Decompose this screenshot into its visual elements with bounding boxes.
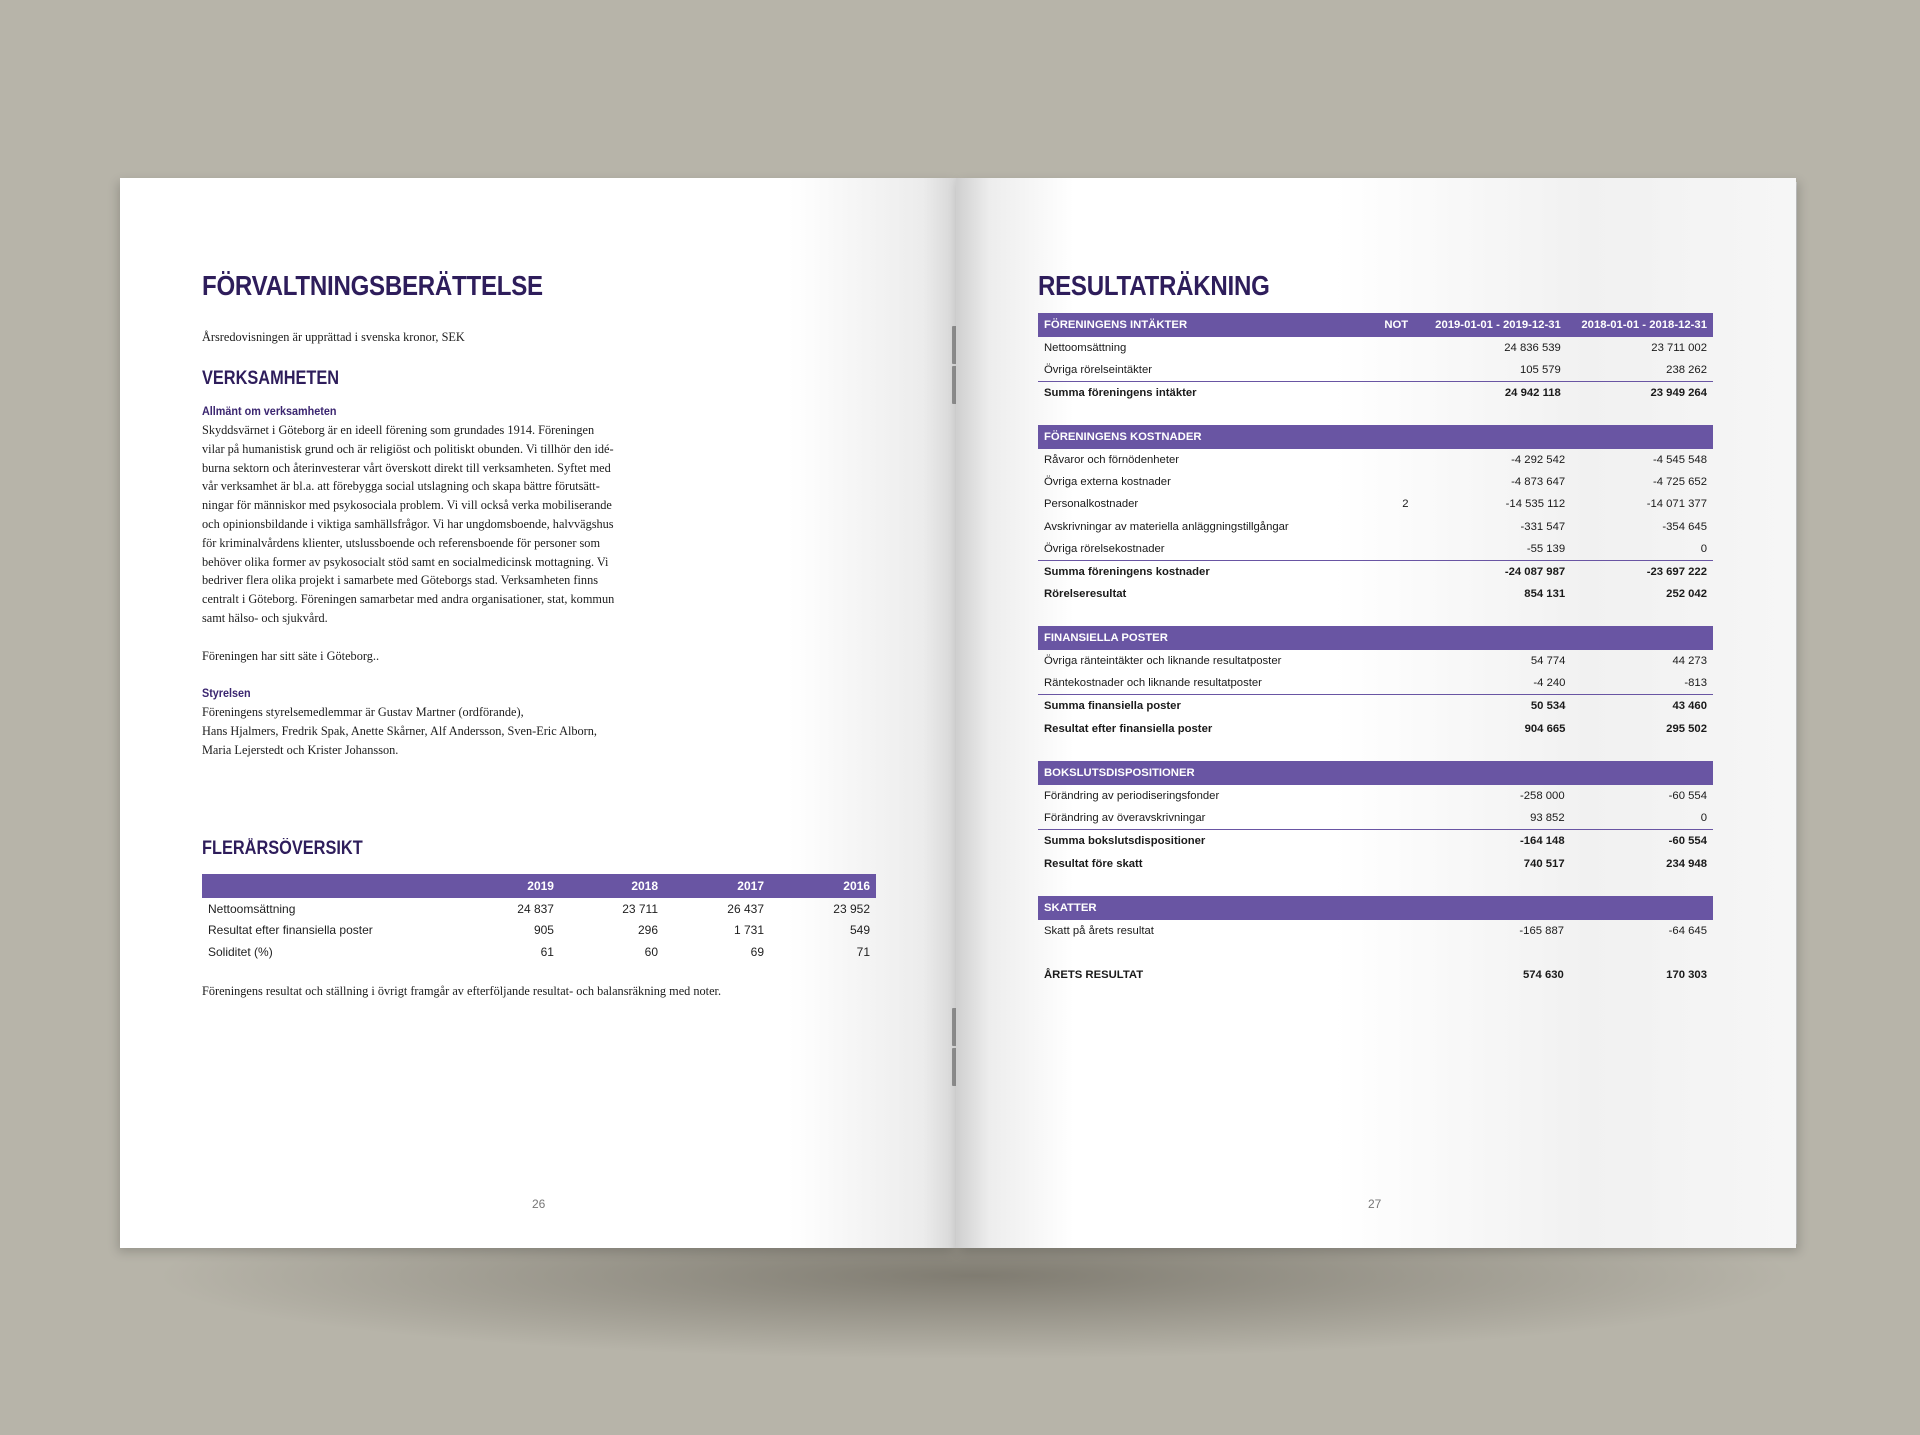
multiyear-corner [202, 874, 454, 898]
row-label: Övriga externa kostnader [1044, 476, 1171, 489]
page-number: 27 [1368, 1197, 1382, 1211]
section-header-label: FÖRENINGENS INTÄKTER [1044, 319, 1188, 331]
table-row [1038, 493, 1713, 515]
section-header-label: FINANSIELLA POSTER [1044, 632, 1168, 644]
row-label: Summa bokslutsdispositioner [1038, 830, 1380, 853]
result-row [1038, 718, 1713, 740]
value-2019: 24 942 118 [1421, 382, 1567, 405]
value-2018: -4 545 548 [1652, 454, 1707, 467]
section-header [1038, 626, 1713, 650]
year-header: 2019 [454, 874, 560, 898]
year-header: 2018 [560, 874, 664, 898]
value-2019: 740 517 [1523, 857, 1565, 870]
annual-result-row [1038, 964, 1713, 986]
cell-value: 71 [856, 944, 870, 959]
table-row [1038, 449, 1713, 471]
board-heading: Styrelsen [202, 686, 251, 700]
value-2018: -23 697 222 [1571, 560, 1713, 583]
not-cell [1382, 626, 1430, 650]
row-label: Övriga rörelsekostnader [1044, 542, 1165, 555]
value-2018: -813 [1684, 677, 1707, 690]
value-2019 [1427, 896, 1570, 920]
row-label: Resultat efter finansiella poster [1044, 722, 1213, 735]
value-2019 [1430, 626, 1572, 650]
cell-value: 60 [644, 944, 659, 959]
paragraph-line: Hans Hjalmers, Fredrik Spak, Anette Skårner, Alf Andersson, Sven-Eric Alborn, [202, 723, 597, 738]
value-2018 [1571, 425, 1713, 449]
income-table [1038, 313, 1713, 405]
row-label: Resultat efter finansiella poster [208, 923, 373, 938]
table-row [1038, 672, 1713, 695]
general-heading: Allmänt om verksamheten [202, 404, 337, 418]
section-header-label: FÖRENINGENS KOSTNADER [1044, 431, 1202, 443]
row-label: Övriga ränteintäkter och liknande resultatposter [1044, 655, 1282, 668]
paragraph-line: centralt i Göteborg. Föreningen samarbetar med andra organisationer, stat, kommun [202, 592, 615, 607]
value-2019: -55 139 [1526, 542, 1566, 555]
not-cell [1382, 695, 1430, 718]
table-row [1038, 359, 1713, 382]
cell-value: 26 437 [727, 901, 764, 916]
section-title: VERKSAMHETEN [202, 368, 340, 389]
not-header: NOT [1384, 319, 1409, 331]
paragraph-line: behöver olika former av psykosocialt stöd samt en socialmedicinsk mottagning. Vi [202, 554, 609, 569]
value-2018: -354 645 [1662, 520, 1707, 533]
value-2018 [1571, 626, 1713, 650]
page-number: 26 [532, 1197, 546, 1211]
row-label: Förändring av överavskrivningar [1044, 812, 1206, 825]
appropriations-rows [1038, 785, 1713, 830]
value-2018 [1570, 896, 1713, 920]
value-2018: 252 042 [1666, 588, 1707, 601]
cell-value: 1 731 [733, 923, 764, 938]
value-2019: 93 852 [1530, 812, 1565, 825]
row-label: Rörelseresultat [1044, 588, 1127, 601]
not-cell [1382, 471, 1430, 493]
financial-table [1038, 626, 1713, 740]
paragraph-line: och opinionsbildande i viktiga samhällsfrågor. Vi har ungdomsboende, halvvägshus [202, 516, 614, 531]
cell-value: 69 [750, 944, 764, 959]
table-row [202, 920, 876, 942]
value-2018: 238 262 [1666, 364, 1707, 377]
table-row [1038, 650, 1713, 672]
annual-result-table [1038, 964, 1713, 986]
cell-value: 905 [533, 923, 554, 938]
not-cell [1378, 920, 1426, 942]
value-2018: -4 725 652 [1652, 476, 1707, 489]
paragraph-line: Skyddsvärnet i Göteborg är en ideell förening som grundades 1914. Föreningen [202, 423, 595, 437]
intro-text: Årsredovisningen är upprättad i svenska kronor, SEK [202, 330, 465, 344]
period-header: 2019-01-01 - 2019-12-31 [1435, 319, 1561, 331]
value-2018: 23 949 264 [1567, 382, 1713, 405]
cell-value: 549 [849, 923, 870, 938]
year-header: 2016 [770, 874, 876, 898]
cell-value: 296 [637, 923, 659, 938]
not-cell [1382, 516, 1430, 538]
value-2019 [1428, 761, 1571, 785]
row-label: Avskrivningar av materiella anläggningstillgångar [1044, 520, 1289, 533]
not-cell [1378, 896, 1426, 920]
multiyear-header [202, 874, 876, 898]
table-row [202, 941, 876, 963]
value-2018: -60 554 [1668, 790, 1707, 803]
value-2018: 0 [1700, 542, 1707, 555]
paragraph-line: för kriminalvårdens klienter, utslussboende och referensboende för personer som [202, 535, 601, 550]
table-row [1038, 337, 1713, 359]
value-2019: 54 774 [1530, 655, 1566, 668]
page-title: FÖRVALTNINGSBERÄTTELSE [202, 270, 543, 301]
row-label: Nettoomsättning [1044, 342, 1127, 355]
row-label: Räntekostnader och liknande resultatposter [1044, 677, 1262, 690]
value-2018: -14 071 377 [1646, 498, 1707, 511]
value-2018: 44 273 [1672, 655, 1707, 668]
row-label: Övriga rörelseintäkter [1044, 364, 1152, 377]
paragraph-line: vår verksamhet är bl.a. att förebygga social utslagning och skapa bättre förutsätt- [202, 479, 600, 494]
row-label: Nettoomsättning [208, 901, 296, 916]
value-2019: -4 873 647 [1511, 476, 1566, 489]
row-label: Summa föreningens intäkter [1038, 382, 1372, 405]
not-cell [1382, 672, 1430, 695]
not-cell [1380, 853, 1428, 875]
value-2019: 24 836 539 [1504, 342, 1561, 355]
result-row [1038, 853, 1713, 875]
not-cell [1380, 761, 1428, 785]
left-page [120, 178, 956, 1248]
period-header: 2018-01-01 - 2018-12-31 [1581, 319, 1707, 331]
total-row [1038, 830, 1713, 853]
row-label: Soliditet (%) [208, 944, 273, 959]
table-row [1038, 538, 1713, 561]
total-row [1038, 382, 1713, 405]
cell-value: 61 [540, 944, 554, 959]
not-cell [1382, 583, 1430, 605]
appropriations-table [1038, 761, 1713, 875]
value-2018: 234 948 [1666, 857, 1707, 870]
taxes-table [1038, 896, 1713, 942]
table-row [202, 898, 876, 920]
costs-rows [1038, 449, 1713, 560]
book-shadow [150, 1240, 1800, 1360]
not-cell [1382, 718, 1430, 740]
row-label: Skatt på årets resultat [1044, 925, 1154, 938]
value-2019: -165 887 [1519, 925, 1565, 938]
value-2019: 574 630 [1522, 969, 1564, 982]
value-2018: 0 [1700, 812, 1707, 825]
value-2019: 105 579 [1519, 364, 1561, 377]
section-header [1038, 313, 1713, 337]
row-label: ÅRETS RESULTAT [1044, 969, 1144, 982]
row-label: Summa föreningens kostnader [1038, 560, 1382, 583]
table-row [1038, 807, 1713, 830]
paragraph-line: Föreningens styrelsemedlemmar är Gustav Martner (ordförande), [202, 705, 524, 719]
row-label: Personalkostnader [1044, 498, 1139, 511]
income-rows [1038, 337, 1713, 382]
multiyear-title: FLERÅRSÖVERSIKT [202, 838, 363, 859]
financial-rows [1038, 650, 1713, 695]
taxes-rows [1038, 920, 1713, 942]
not-cell [1382, 425, 1430, 449]
value-2019: 854 131 [1524, 588, 1566, 601]
cell-value: 24 837 [517, 901, 554, 916]
section-header [1038, 761, 1713, 785]
paragraph-line: burna sektorn och återinvesterar vårt överskott direkt till verksamheten. Syftet med [202, 460, 611, 475]
value-2019: -4 292 542 [1511, 454, 1566, 467]
not-cell [1372, 382, 1421, 405]
paragraph-line: vilar på humanistisk grund och är religiöst och politiskt obunden. Vi tillhör den idé- [202, 441, 614, 456]
total-row [1038, 695, 1713, 718]
table-row [1038, 920, 1713, 942]
paragraph-line: ningar för människor med psykosociala problem. Vi vill också verka mobiliserande [202, 498, 612, 513]
result-row [1038, 583, 1713, 605]
not-cell [1378, 964, 1426, 986]
not-cell [1382, 650, 1430, 672]
row-label: Råvaror och förnödenheter [1044, 454, 1180, 467]
value-2019: 904 665 [1524, 722, 1566, 735]
not-cell [1372, 337, 1421, 359]
page-title: RESULTATRÄKNING [1038, 270, 1270, 301]
value-2019: -258 000 [1520, 790, 1565, 803]
value-2019: -24 087 987 [1429, 560, 1571, 583]
multiyear-table [202, 874, 876, 963]
paragraph-line: samt hälso- och sjukvård. [202, 610, 328, 625]
cell-value: 23 711 [622, 901, 659, 916]
value-2019: 50 534 [1430, 695, 1572, 718]
value-2018: 295 502 [1666, 722, 1707, 735]
not-cell [1382, 560, 1430, 583]
total-row [1038, 560, 1713, 583]
value-2018: 23 711 002 [1651, 342, 1707, 355]
value-2019 [1429, 425, 1571, 449]
not-cell [1380, 785, 1428, 807]
not-cell [1372, 359, 1421, 382]
closing-text: Föreningens resultat och ställning i övrigt framgår av efterföljande resultat- och balansräkning med noter. [202, 984, 722, 998]
cell-value: 23 952 [833, 901, 870, 916]
general-paragraph [202, 421, 762, 628]
value-2018: 170 303 [1666, 969, 1707, 982]
board-paragraph [202, 703, 762, 759]
value-2018: -64 645 [1668, 925, 1707, 938]
year-header: 2017 [664, 874, 770, 898]
section-header [1038, 896, 1713, 920]
right-page [956, 178, 1796, 1248]
row-label: Förändring av periodiseringsfonder [1044, 790, 1220, 803]
paragraph-line: bedriver flera olika projekt i samarbete med Göteborgs stad. Verksamheten finns [202, 573, 598, 588]
section-header [1038, 425, 1713, 449]
not-cell [1382, 449, 1430, 471]
not-cell [1380, 807, 1428, 830]
value-2019: -14 535 112 [1505, 498, 1566, 511]
not-cell: 2 [1402, 498, 1409, 511]
table-row [1038, 516, 1713, 538]
seat-text: Föreningen har sitt säte i Göteborg.. [202, 649, 380, 663]
costs-table [1038, 425, 1713, 605]
not-cell [1382, 538, 1430, 561]
table-row [1038, 785, 1713, 807]
value-2019: -164 148 [1428, 830, 1571, 853]
not-cell [1380, 830, 1428, 853]
section-header-label: BOKSLUTSDISPOSITIONER [1044, 767, 1195, 779]
table-row [1038, 471, 1713, 493]
row-label: Summa finansiella poster [1038, 695, 1382, 718]
value-2018: -60 554 [1571, 830, 1713, 853]
row-label: Resultat före skatt [1044, 857, 1143, 870]
paragraph-line: Maria Lejerstedt och Krister Johansson. [202, 742, 399, 757]
value-2019: -4 240 [1533, 677, 1566, 690]
section-header-label: SKATTER [1044, 902, 1097, 914]
value-2018 [1571, 761, 1713, 785]
value-2019: -331 547 [1520, 520, 1566, 533]
value-2018: 43 460 [1571, 695, 1713, 718]
